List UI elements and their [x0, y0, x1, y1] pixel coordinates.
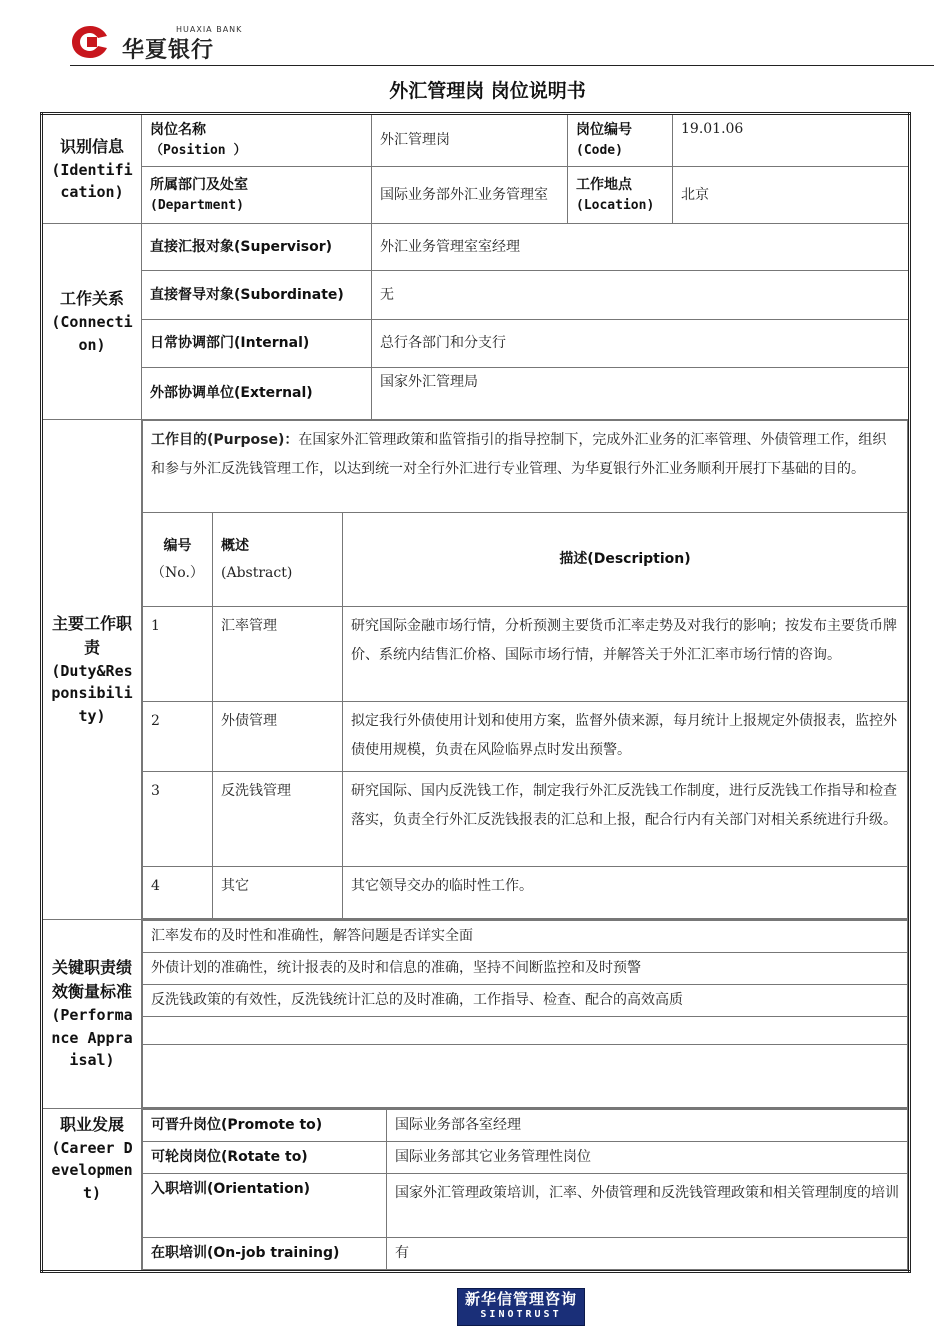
purpose-label: 工作目的(Purpose)： — [151, 432, 299, 448]
relations-row-internal — [42, 320, 910, 368]
relations-row-external — [42, 368, 910, 420]
purpose-cell — [143, 421, 908, 513]
duties-table — [142, 420, 908, 919]
appraisal-item-empty — [143, 1044, 908, 1107]
footer-chinese: 新华信管理咨询 — [464, 1290, 577, 1308]
duties-row — [42, 420, 910, 920]
duty-description: 拟定我行外债使用计划和使用方案，监督外债来源，每月统计上报规定外债报表，监控外债使用规模，负责在风险临界点时发出预警。 — [343, 702, 908, 772]
sinotrust-logo — [457, 1288, 585, 1326]
duty-description: 其它领导交办的临时性工作。 — [343, 866, 908, 918]
code-label-cell: 岗位编号 (Code) — [568, 114, 673, 167]
duty-no: 1 — [143, 607, 213, 702]
appraisal-section: 关键职责绩效衡量标准 (Performance Appraisal) — [42, 919, 142, 1108]
duty-description: 研究国际、国内反洗钱工作，制定我行外汇反洗钱工作制度，进行反洗钱工作指导和检查落实，负责全行外汇反洗钱报表的汇总和上报，配合行内有关部门对相关系统进行升级。 — [343, 771, 908, 866]
external-value: 国家外汇管理局 — [372, 368, 910, 420]
department-value: 国际业务部外汇业务管理室 — [372, 167, 568, 224]
orientation-value: 国家外汇管理政策培训，汇率、外债管理和反洗钱管理政策和相关管理制度的培训 — [387, 1173, 908, 1237]
external-label: 外部协调单位(External) — [142, 368, 372, 420]
duties-section: 主要工作职责 (Duty&Responsibility) — [42, 420, 142, 920]
header-divider — [70, 65, 934, 66]
column-header-abstract: 概述 (Abstract) — [213, 513, 343, 607]
job-description-table — [40, 112, 911, 1273]
relations-section: 工作关系 (Connection) — [42, 224, 142, 420]
onjob-label: 在职培训(On-job training) — [143, 1237, 387, 1269]
supervisor-label: 直接汇报对象(Supervisor) — [142, 224, 372, 271]
appraisal-item: 反洗钱政策的有效性，反洗钱统计汇总的及时准确，工作指导、检查、配合的高效高质 — [143, 984, 908, 1016]
appraisal-item: 外债计划的准确性，统计报表的及时和信息的准确，坚持不间断监控和及时预警 — [143, 952, 908, 984]
column-header-no: 编号 （No.） — [143, 513, 213, 607]
duty-no: 4 — [143, 866, 213, 918]
career-orientation-row — [143, 1173, 908, 1237]
career-promote-row — [143, 1109, 908, 1141]
duty-description: 研究国际金融市场行情，分析预测主要货币汇率走势及对我行的影响；按发布主要货币牌价、系统内结售汇价格、国际市场行情，并解答关于外汇汇率市场行情的咨询。 — [343, 607, 908, 702]
career-row — [42, 1108, 910, 1271]
identification-row-1 — [42, 114, 910, 167]
bank-name-english: HUAXIA BANK — [176, 25, 243, 34]
appraisal-table — [142, 920, 908, 1108]
relations-row-subordinate — [42, 271, 910, 320]
duty-abstract: 外债管理 — [213, 702, 343, 772]
footer-english: SINOTRUST — [480, 1309, 562, 1320]
promote-label: 可晋升岗位(Promote to) — [143, 1109, 387, 1141]
document-title: 外汇管理岗 岗位说明书 — [389, 80, 586, 102]
appraisal-item-empty — [143, 1016, 908, 1044]
subordinate-label: 直接督导对象(Subordinate) — [142, 271, 372, 320]
huaxia-bank-logo-icon — [70, 24, 110, 60]
internal-value: 总行各部门和分支行 — [372, 320, 910, 368]
duties-header-row — [143, 513, 908, 607]
position-value: 外汇管理岗 — [372, 114, 568, 167]
career-onjob-row — [143, 1237, 908, 1269]
internal-label: 日常协调部门(Internal) — [142, 320, 372, 368]
purpose-row — [143, 421, 908, 513]
appraisal-item: 汇率发布的及时性和准确性，解答问题是否详实全面 — [143, 920, 908, 952]
career-section: 职业发展 (Career Development) — [42, 1108, 142, 1271]
code-value: 19.01.06 — [673, 114, 910, 167]
supervisor-value: 外汇业务管理室室经理 — [372, 224, 910, 271]
identification-row-2 — [42, 167, 910, 224]
duty-row — [143, 866, 908, 918]
purpose-text: 在国家外汇管理政策和监管指引的指导控制下，完成外汇业务的汇率管理、外债管理工作，组织和参与外汇反洗钱管理工作，以达到统一对全行外汇进行专业管理、为华夏银行外汇业务顺利开展打下基础的目的。 — [151, 432, 887, 478]
location-value: 北京 — [673, 167, 910, 224]
duty-no: 2 — [143, 702, 213, 772]
rotate-value: 国际业务部其它业务管理性岗位 — [387, 1141, 908, 1173]
duty-row — [143, 771, 908, 866]
rotate-label: 可轮岗岗位(Rotate to) — [143, 1141, 387, 1173]
duty-row — [143, 702, 908, 772]
appraisal-row — [42, 919, 910, 1108]
relations-row-supervisor — [42, 224, 910, 271]
duty-row — [143, 607, 908, 702]
duty-no: 3 — [143, 771, 213, 866]
duty-abstract: 反洗钱管理 — [213, 771, 343, 866]
onjob-value: 有 — [387, 1237, 908, 1269]
career-rotate-row — [143, 1141, 908, 1173]
location-label-cell: 工作地点 (Location) — [568, 167, 673, 224]
department-label-cell: 所属部门及处室 (Department) — [142, 167, 372, 224]
page-header — [0, 0, 950, 70]
identification-section: 识别信息 (Identification) — [42, 114, 142, 224]
position-label-cell: 岗位名称 （Position ） — [142, 114, 372, 167]
column-header-description: 描述(Description) — [343, 513, 908, 607]
orientation-label: 入职培训(Orientation) — [143, 1173, 387, 1237]
duty-abstract: 其它 — [213, 866, 343, 918]
promote-value: 国际业务部各室经理 — [387, 1109, 908, 1141]
bank-name-chinese: 华夏银行 — [122, 38, 215, 63]
duties-content — [142, 420, 910, 920]
duty-abstract: 汇率管理 — [213, 607, 343, 702]
subordinate-value: 无 — [372, 271, 910, 320]
appraisal-content — [142, 919, 910, 1108]
career-table — [142, 1109, 908, 1270]
career-content — [142, 1108, 910, 1271]
